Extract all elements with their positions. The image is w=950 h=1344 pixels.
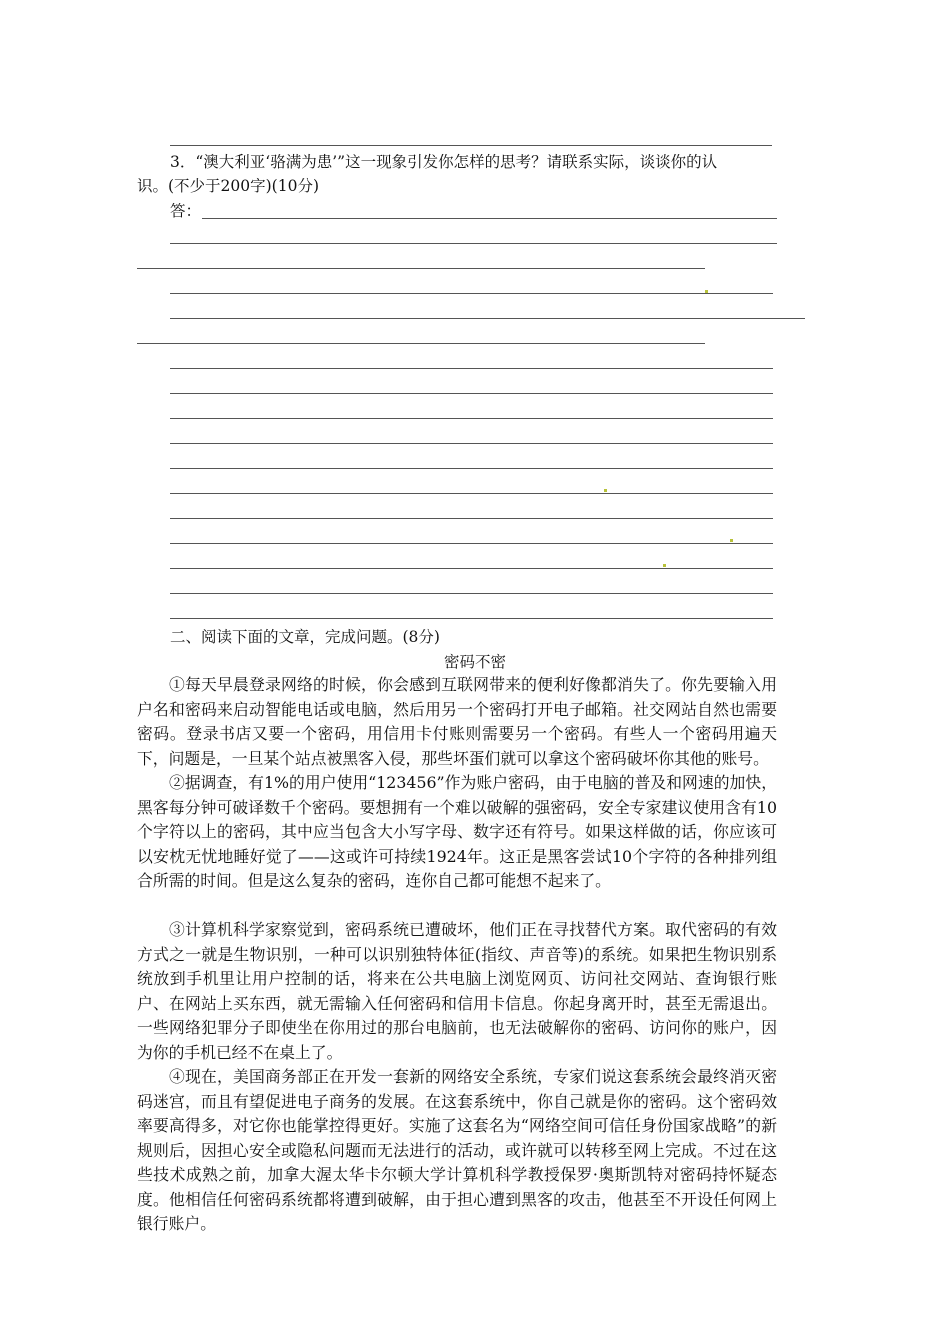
question-3-line-1: 3．“澳大利亚‘骆满为患’”这一现象引发你怎样的思考？请联系实际，谈谈你的认: [170, 153, 718, 171]
answer-line: [170, 518, 773, 519]
answer-line: [170, 593, 773, 594]
answer-label: 答：: [170, 202, 202, 220]
answer-line: [170, 418, 773, 419]
scan-speck: [705, 290, 708, 293]
answer-line: [170, 293, 773, 294]
answer-line: [170, 493, 773, 494]
answer-line: [170, 243, 777, 244]
answer-line-top: [170, 145, 772, 146]
answer-line: [170, 393, 773, 394]
answer-line: [170, 368, 773, 369]
scan-speck: [604, 489, 607, 492]
answer-line: [170, 318, 805, 319]
answer-line: [170, 468, 773, 469]
answer-line: [202, 218, 777, 219]
article-paragraph-4: ④现在，美国商务部正在开发一套新的网络安全系统，专家们说这套系统会最终消灭密码迷宫，而且有望促进电子商务的发展。在这套系统中，你自己就是你的密码。这个密码效率要高得多，对它你也能掌控得更好。实施了这套名为“网络空间可信任身份国家战略”的新规则后，因担心安全或隐私问题而无法进行的活动，或许就可以转移至网上完成。不过在这些技术成熟之前，加拿大渥太华卡尔顿大学计算机科学教授保罗·奥斯凯特对密码持怀疑态度。他相信任何密码系统都将遭到破解，由于担心遭到黑客的攻击，他甚至不开设任何网上银行账户。: [137, 1067, 777, 1233]
scan-speck: [663, 564, 666, 567]
scan-speck: [730, 539, 733, 542]
answer-line: [170, 543, 773, 544]
article-paragraph-1: ①每天早晨登录网络的时候，你会感到互联网带来的便利好像都消失了。你先要输入用户名和密码来启动智能电话或电脑，然后用另一个密码打开电子邮箱。社交网站自然也需要密码。登录书店又要一个密码，用信用卡付账则需要另一个密码。有些人一个密码用遍天下，问题是，一旦某个站点被黑客入侵，那些坏蛋们就可以拿这个密码破坏你其他的账号。: [137, 675, 777, 768]
answer-line: [170, 618, 773, 619]
question-3-line-2: 识。(不少于200字)(10分): [137, 177, 319, 195]
answer-line: [170, 568, 773, 569]
article-paragraph-3: ③计算机科学家察觉到，密码系统已遭破坏，他们正在寻找替代方案。取代密码的有效方式之一就是生物识别，一种可以识别独特体征(指纹、声音等)的系统。如果把生物识别系统放到手机里让用户控制的话，将来在公共电脑上浏览网页、访问社交网站、查询银行账户、在网站上买东西，就无需输入任何密码和信用卡信息。你起身离开时，甚至无需退出。一些网络犯罪分子即使坐在你用过的那台电脑前，也无法破解你的密码、访问你的账户，因为你的手机已经不在桌上了。: [137, 920, 777, 1062]
article-title: 密码不密: [443, 653, 506, 671]
answer-line: [137, 343, 705, 344]
section-heading: 二、阅读下面的文章，完成问题。(8分): [170, 628, 440, 646]
answer-line: [137, 268, 705, 269]
article-paragraph-2: ②据调查，有1%的用户使用“123456”作为账户密码，由于电脑的普及和网速的加快，黑客每分钟可破译数千个密码。要想拥有一个难以破解的强密码，安全专家建议使用含有10个字符以上的密码，其中应当包含大小写字母、数字还有符号。如果这样做的话，你应该可以安枕无忧地睡好觉了——这或许可持续1924年。这正是黑客尝试10个字符的各种排列组合所需的时间。但是这么复杂的密码，连你自己都可能想不起来了。: [137, 773, 777, 890]
answer-line: [170, 443, 773, 444]
